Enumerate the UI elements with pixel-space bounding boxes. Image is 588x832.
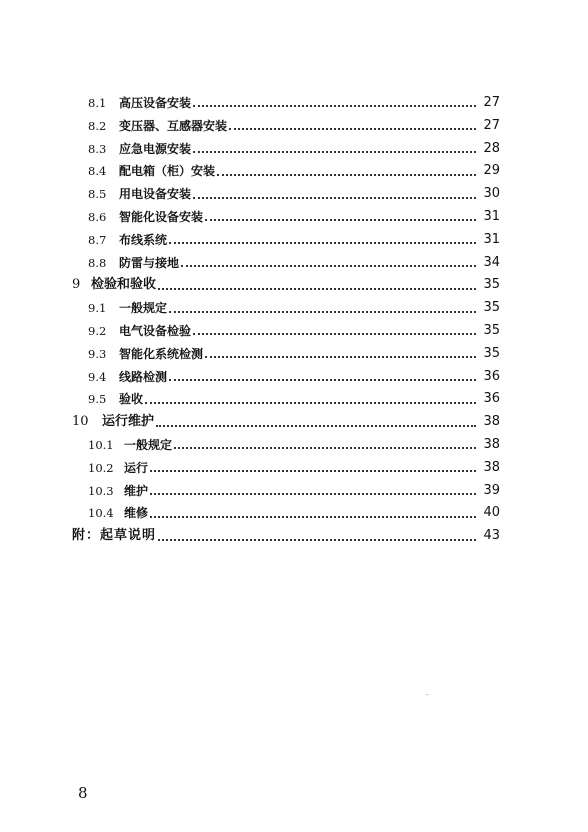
toc-entry-title: 验收 [119, 392, 144, 407]
dot-leader [150, 493, 476, 495]
toc-entry-page: 35 [483, 345, 500, 361]
toc-entry-number: 9.2 [88, 323, 107, 338]
toc-entry-number: 8.8 [88, 255, 107, 270]
table-of-contents [0, 92, 588, 548]
toc-entry-title: 线路检测 [119, 369, 168, 384]
toc-entry-title: 高压设备安装 [119, 96, 192, 110]
toc-entry-title: 维护 [124, 483, 149, 498]
dot-leader [193, 151, 476, 153]
toc-chapter-title: 检验和验收 [91, 277, 157, 293]
toc-entry-page: 34 [483, 254, 500, 270]
toc-entry-number: 10.4 [88, 506, 114, 521]
toc-entry-title: 智能化设备安装 [119, 209, 204, 224]
dot-leader [205, 356, 476, 358]
toc-chapter-9 [0, 274, 588, 297]
dot-leader [169, 379, 476, 381]
toc-entry-10-1 [0, 434, 588, 457]
toc-entry-title: 智能化系统检测 [119, 346, 204, 361]
toc-entry-number: 9.1 [88, 301, 107, 316]
toc-entry-number: 8.4 [88, 164, 107, 179]
toc-entry-number: 8.6 [88, 209, 107, 224]
dot-leader [145, 402, 476, 404]
toc-entry-9-2 [0, 320, 588, 343]
toc-entry-number: 9.5 [88, 392, 107, 407]
toc-entry-10-2 [0, 457, 588, 480]
toc-entry-8-2 [0, 115, 588, 138]
toc-entry-8-7 [0, 229, 588, 252]
toc-entry-page: 28 [483, 140, 500, 156]
toc-chapter-title: 运行维护 [102, 414, 155, 430]
toc-entry-9-4 [0, 366, 588, 389]
dot-leader [158, 539, 476, 541]
toc-entry-title: 配电箱（柜）安装 [119, 164, 216, 179]
dot-leader [150, 516, 476, 518]
dot-leader [193, 105, 476, 107]
toc-entry-9-1 [0, 297, 588, 320]
toc-entry-10-3 [0, 480, 588, 503]
toc-entry-number: 10.1 [88, 437, 114, 452]
dot-leader [150, 470, 476, 472]
toc-entry-title: 一般规定 [119, 301, 168, 316]
toc-entry-title: 运行 [124, 460, 149, 475]
toc-chapter-10 [0, 411, 588, 434]
toc-entry-page: 31 [483, 231, 500, 247]
toc-entry-page: 29 [483, 163, 500, 179]
dot-leader [174, 447, 476, 449]
toc-entry-title: 应急电源安装 [119, 141, 192, 156]
toc-entry-number: 10.2 [88, 460, 114, 475]
toc-entry-page: 39 [483, 482, 500, 498]
dot-leader [205, 219, 476, 221]
toc-entry-number: 9.4 [88, 369, 107, 384]
toc-entry-8-6 [0, 206, 588, 229]
dot-leader [217, 174, 476, 176]
toc-entry-page: 36 [483, 368, 500, 384]
toc-entry-number: 8.2 [88, 118, 107, 133]
dot-leader [181, 265, 476, 267]
toc-chapter-number: 10 [72, 414, 89, 430]
toc-entry-10-4 [0, 502, 588, 525]
toc-entry-page: 35 [483, 300, 500, 316]
toc-entry-number: 8.1 [88, 96, 107, 110]
toc-entry-9-3 [0, 343, 588, 366]
toc-entry-title: 防雷与接地 [119, 255, 180, 270]
toc-entry-page: 30 [483, 186, 500, 202]
dot-leader [193, 197, 476, 199]
toc-appendix [0, 525, 588, 548]
toc-entry-number: 10.3 [88, 483, 114, 498]
toc-entry-title: 维修 [124, 506, 149, 521]
page-number: 8 [78, 784, 88, 802]
toc-entry-title: 电气设备检验 [119, 323, 192, 338]
toc-appendix-title: 附：起草说明 [72, 528, 157, 544]
toc-entry-page: 38 [483, 459, 500, 475]
toc-entry-number: 9.3 [88, 346, 107, 361]
toc-entry-page: 31 [483, 208, 500, 224]
dot-leader [229, 128, 476, 130]
toc-chapter-number: 9 [72, 277, 81, 293]
toc-entry-page: 36 [483, 391, 500, 407]
toc-entry-page: 27 [483, 95, 500, 110]
toc-entry-8-5 [0, 183, 588, 206]
toc-entry-8-3 [0, 138, 588, 161]
scan-speck [426, 694, 428, 695]
toc-entry-page: 40 [483, 505, 500, 521]
toc-entry-number: 8.5 [88, 187, 107, 202]
toc-entry-page: 35 [483, 322, 500, 338]
toc-chapter-page: 35 [483, 277, 500, 293]
dot-leader [158, 288, 476, 290]
toc-entry-number: 8.3 [88, 141, 107, 156]
toc-entry-title: 布线系统 [119, 232, 168, 247]
toc-entry-page: 27 [483, 117, 500, 133]
toc-entry-8-1 [0, 92, 588, 115]
dot-leader [156, 425, 476, 427]
toc-entry-8-4 [0, 160, 588, 183]
dot-leader [169, 242, 476, 244]
toc-entry-number: 8.7 [88, 232, 107, 247]
toc-entry-9-5 [0, 388, 588, 411]
dot-leader [169, 311, 476, 313]
toc-entry-page: 38 [483, 436, 500, 452]
toc-appendix-page: 43 [483, 528, 500, 544]
toc-entry-8-8 [0, 252, 588, 275]
toc-entry-title: 一般规定 [124, 437, 173, 452]
dot-leader [193, 333, 476, 335]
toc-entry-title: 变压器、互感器安装 [119, 118, 228, 133]
toc-chapter-page: 38 [483, 414, 500, 430]
toc-entry-title: 用电设备安装 [119, 187, 192, 202]
